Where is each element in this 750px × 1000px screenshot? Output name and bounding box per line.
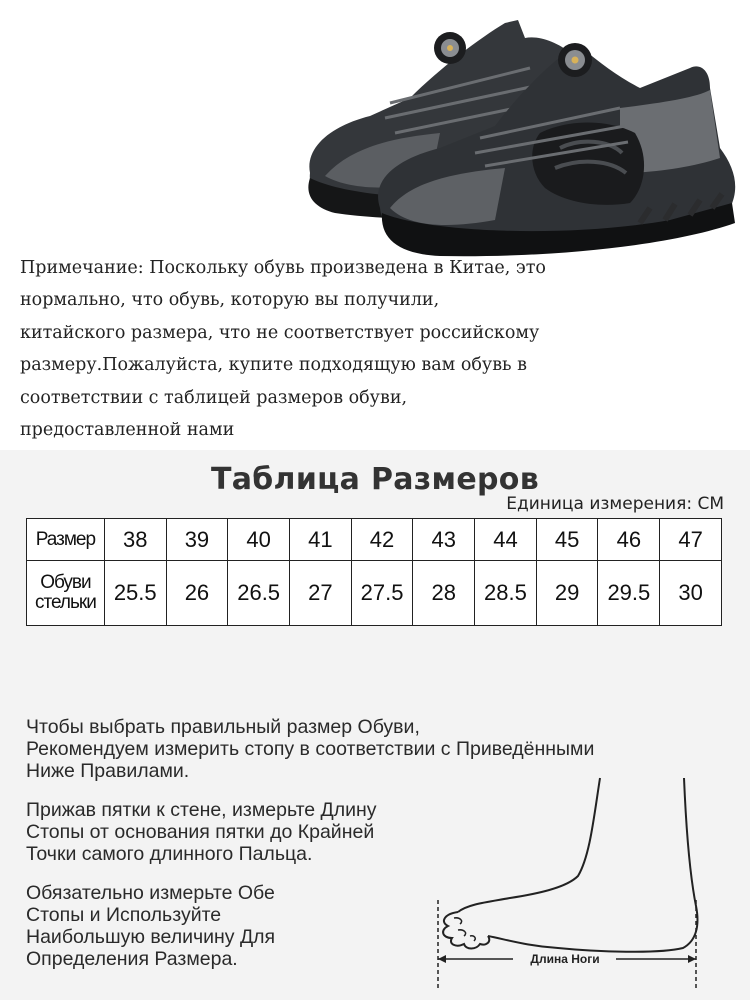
row-header-insole-line: Обуви: [40, 572, 91, 594]
size-table: [26, 518, 722, 626]
size-cell: 40: [228, 519, 290, 561]
instruction-paragraph-1: [26, 716, 595, 782]
size-note: [20, 252, 740, 446]
row-header-size: Размер: [27, 519, 105, 561]
instruction-line: Определения Размера.: [26, 948, 238, 970]
row-header-insole-line: стельки: [34, 592, 96, 614]
insole-cell: 28.5: [475, 561, 537, 626]
size-table-title: Таблица Размеров: [211, 462, 539, 497]
size-cell: 41: [290, 519, 352, 561]
instruction-line: Рекомендуем измерить стопу в соответствии с Приведёнными: [26, 738, 595, 760]
measurement-unit: Единица измерения: CM: [506, 494, 724, 514]
insole-cell: 26: [166, 561, 228, 626]
note-line: нормально, что обувь, которую вы получили,: [20, 290, 440, 311]
instruction-line: Стопы и Используйте: [26, 904, 222, 926]
instruction-paragraph-2: [26, 799, 446, 865]
size-cell: 45: [536, 519, 598, 561]
note-line: соответствии с таблицей размеров обуви,: [20, 387, 408, 408]
insole-cell: 30: [660, 561, 722, 626]
foot-outline-icon: [428, 776, 708, 996]
instruction-line: Ниже Правилами.: [26, 760, 190, 782]
insole-cell: 27: [290, 561, 352, 626]
size-cell: 39: [166, 519, 228, 561]
instruction-line: Обязательно измерьте Обе: [26, 882, 275, 904]
note-line: предоставленной нами: [20, 420, 235, 441]
size-cell: 46: [598, 519, 660, 561]
table-row-insoles: [27, 561, 722, 626]
table-row-sizes: [27, 519, 722, 561]
size-chart-section: [0, 450, 750, 1000]
size-cell: 47: [660, 519, 722, 561]
foot-measurement-diagram: [428, 776, 708, 996]
insole-cell: 26.5: [228, 561, 290, 626]
product-section: [0, 0, 750, 450]
instruction-line: Наибольшую величину Для: [26, 926, 276, 948]
foot-length-label: Длина Ноги: [530, 952, 600, 966]
row-header-insole: [27, 561, 105, 626]
size-cell: 43: [413, 519, 475, 561]
instruction-line: Чтобы выбрать правильный размер Обуви,: [26, 716, 420, 738]
sneaker-pair-icon: [290, 8, 750, 258]
insole-cell: 27.5: [351, 561, 413, 626]
size-cell: 42: [351, 519, 413, 561]
sneaker-pair-image: [290, 8, 750, 258]
size-cell: 44: [475, 519, 537, 561]
note-line: Примечание: Поскольку обувь произведена в Китае, это: [20, 258, 546, 278]
insole-cell: 29: [536, 561, 598, 626]
instruction-paragraph-3: [26, 882, 446, 970]
note-line: размеру.Пожалуйста, купите подходящую вам обувь в: [20, 355, 528, 376]
instruction-line: Прижав пятки к стене, измерьте Длину: [26, 799, 377, 821]
insole-cell: 28: [413, 561, 475, 626]
instruction-line: Точки самого длинного Пальца.: [26, 843, 313, 865]
instruction-line: Стопы от основания пятки до Крайней: [26, 821, 375, 843]
insole-cell: 25.5: [104, 561, 166, 626]
size-cell: 38: [104, 519, 166, 561]
note-line: китайского размера, что не соответствует российскому: [20, 322, 540, 343]
insole-cell: 29.5: [598, 561, 660, 626]
